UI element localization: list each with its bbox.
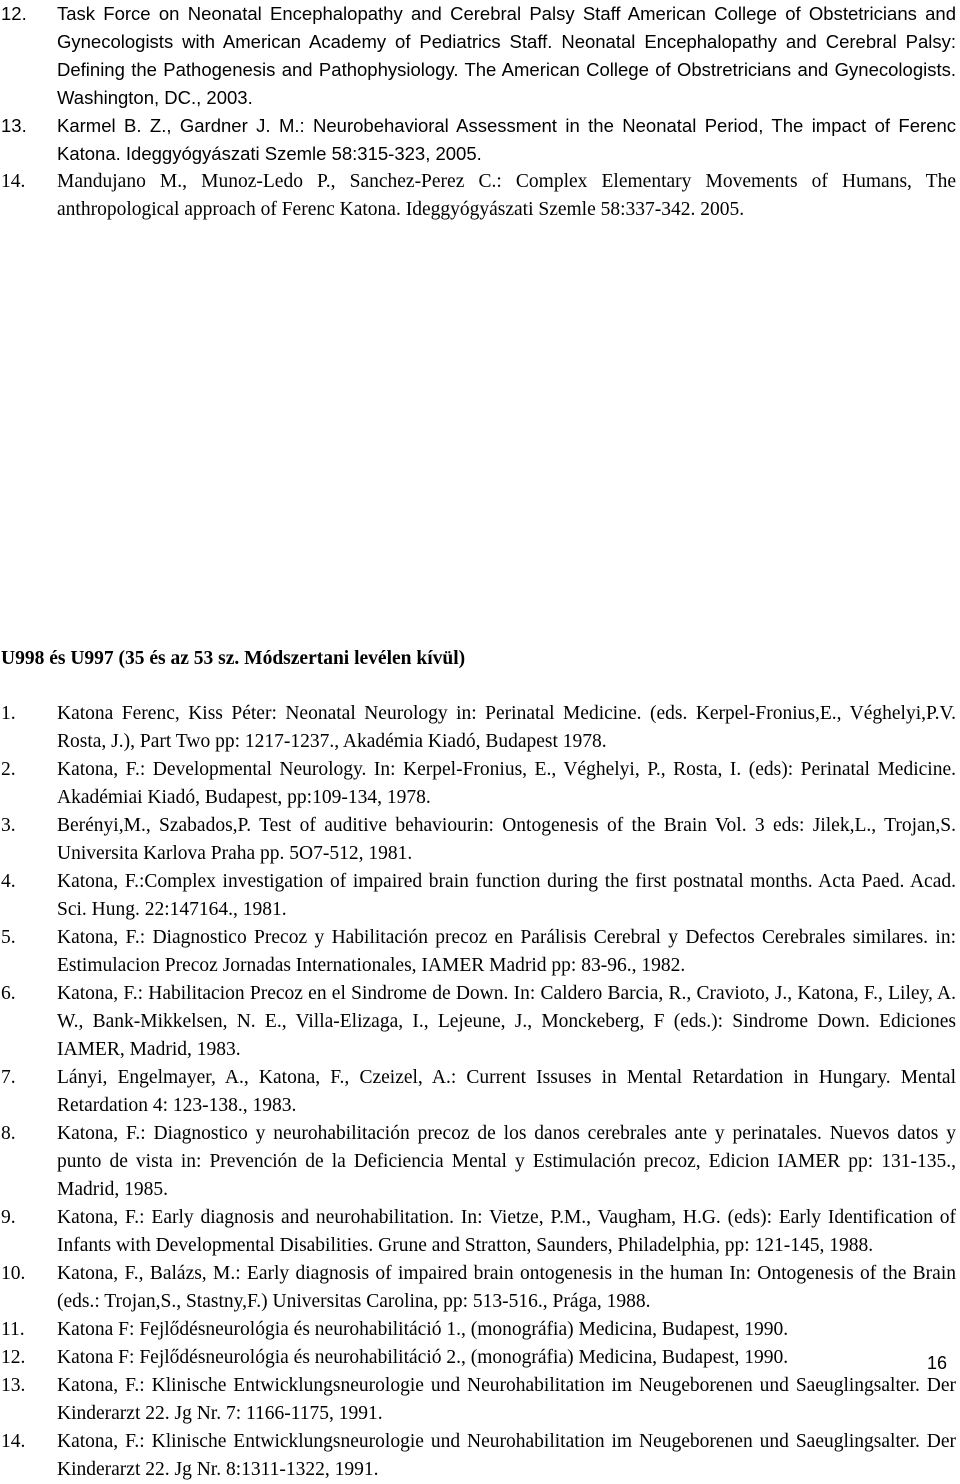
reference-text: Katona, F.: Habilitacion Precoz en el Sindrome de Down. In: Caldero Barcia, R., Cravioto, J., Katona, F., Liley, A. W., Bank-Mikkelsen, N. E., Villa-Elizaga, I., Lejeune, J., Monckeberg, F (eds.): Sindrome Down. Ediciones IAMER, Madrid, 1983. <box>57 983 956 1060</box>
reference-text: Katona, F.: Diagnostico Precoz y Habilitación precoz en Parálisis Cerebral y Defectos Cerebrales similares. in: Estimulacion Precoz Jornadas Internationales, IAMER Madrid pp: 83-96., 1982. <box>57 927 956 976</box>
section-heading: U998 és U997 (35 és az 53 sz. Módszertani levélen kívül) <box>1 648 466 669</box>
reference-number: 5. <box>1 927 16 948</box>
list-item <box>0 756 956 812</box>
reference-number: 14. <box>1 1431 26 1452</box>
reference-text: Mandujano M., Munoz-Ledo P., Sanchez-Perez C.: Complex Elementary Movements of Humans, The anthropological approach of Ferenc Katona. Ideggyógyászati Szemle 58:337-342. 2005. <box>57 171 956 220</box>
reference-number: 12. <box>1 1347 26 1368</box>
reference-text: Katona, F., Balázs, M.: Early diagnosis of impaired brain ontogenesis in the human In: Ontogenesis of the Brain (eds.: Trojan,S., Stastny,F.) Universitas Carolina, pp: 513-516., Prága, 1988. <box>57 1263 956 1312</box>
list-item <box>0 0 956 112</box>
reference-number: 10. <box>1 1263 26 1284</box>
list-item <box>0 112 956 168</box>
reference-number: 4. <box>1 871 16 892</box>
reference-number: 11. <box>1 1319 25 1340</box>
reference-number: 3. <box>1 815 16 836</box>
reference-text: Katona F: Fejlődésneurológia és neurohabilitáció 2., (monográfia) Medicina, Budapest, 1990. <box>57 1347 789 1368</box>
reference-text: Katona, F.: Klinische Entwicklungsneurologie und Neurohabilitation im Neugeborenen und Saeuglingsalter. Der Kinderarzt 22. Jg Nr. 7: 1166-1175, 1991. <box>57 1375 956 1424</box>
list-item <box>0 1316 956 1344</box>
page-number: 16 <box>926 1353 947 1373</box>
reference-text: Katona, F.: Diagnostico y neurohabilitación precoz de los danos cerebrales ante y perinatales. Nuevos datos y punto de vista in: Prevención de la Deficiencia Mental y Estimulación precoz, Edicion IAMER pp: 131-135., Madrid, 1985. <box>57 1123 956 1200</box>
reference-number: 13. <box>1 1375 26 1396</box>
reference-text: Berényi,M., Szabados,P. Test of auditive behaviourin: Ontogenesis of the Brain Vol. 3 eds: Jilek,L., Trojan,S. Universita Karlova Praha pp. 5O7-512, 1981. <box>57 815 956 864</box>
list-item <box>0 1204 956 1260</box>
reference-text: Lányi, Engelmayer, A., Katona, F., Czeizel, A.: Current Issuses in Mental Retardation in Hungary. Mental Retardation 4: 123-138., 1983. <box>57 1067 956 1116</box>
reference-number: 7. <box>1 1067 16 1088</box>
list-item <box>0 1428 956 1484</box>
reference-text: Katona, F.: Developmental Neurology. In: Kerpel-Fronius, E., Véghelyi, P., Rosta, I. (eds): Perinatal Medicine. Akadémiai Kiadó, Budapest, pp:109-134, 1978. <box>57 759 956 808</box>
reference-number: 9. <box>1 1207 16 1228</box>
list-item <box>0 980 956 1064</box>
reference-text: Task Force on Neonatal Encephalopathy and Cerebral Palsy Staff American College of Obstetricians and Gynecologists with American Academy of Pediatrics Staff. Neonatal Encephalopathy and Cerebral Palsy: Defining the Pathogenesis and Pathophysiology. The American College of Obstretricians and Gynecologists. Washington, DC., 2003. <box>57 3 956 108</box>
reference-list <box>0 700 956 1484</box>
reference-text: Katona, F.: Early diagnosis and neurohabilitation. In: Vietze, P.M., Vaugham, H.G. (eds): Early Identification of Infants with Developmental Disabilities. Grune and Stratton, Saunders, Philadelphia, pp: 121-145, 1988. <box>57 1207 956 1256</box>
list-item <box>0 812 956 868</box>
reference-number: 12. <box>1 3 27 24</box>
reference-number: 6. <box>1 983 16 1004</box>
reference-text: Karmel B. Z., Gardner J. M.: Neurobehavioral Assessment in the Neonatal Period, The impact of Ferenc Katona. Ideggyógyászati Szemle 58:315-323, 2005. <box>57 115 956 164</box>
reference-number: 13. <box>1 115 27 136</box>
reference-text: Katona, F.:Complex investigation of impaired brain function during the first postnatal months. Acta Paed. Acad. Sci. Hung. 22:147164., 1981. <box>57 871 956 920</box>
reference-text: Katona Ferenc, Kiss Péter: Neonatal Neurology in: Perinatal Medicine. (eds. Kerpel-Fronius,E., Véghelyi,P.V. Rosta, J.), Part Two pp: 1217-1237., Akadémia Kiadó, Budapest 1978. <box>57 703 956 752</box>
reference-number: 1. <box>1 703 16 724</box>
reference-text: Katona F: Fejlődésneurológia és neurohabilitáció 1., (monográfia) Medicina, Budapest, 1990. <box>57 1319 789 1340</box>
reference-number: 14. <box>1 171 26 192</box>
list-item <box>0 1120 956 1204</box>
reference-number: 8. <box>1 1123 16 1144</box>
reference-text: Katona, F.: Klinische Entwicklungsneurologie und Neurohabilitation im Neugeborenen und Saeuglingsalter. Der Kinderarzt 22. Jg Nr. 8:1311-1322, 1991. <box>57 1431 956 1480</box>
list-item <box>0 1372 956 1428</box>
list-item <box>0 868 956 924</box>
reference-number: 2. <box>1 759 16 780</box>
list-item <box>0 168 956 224</box>
list-item <box>0 1064 956 1120</box>
reference-list-continued <box>0 0 956 224</box>
list-item <box>0 924 956 980</box>
list-item <box>0 1260 956 1316</box>
list-item <box>0 1344 956 1372</box>
list-item <box>0 700 956 756</box>
